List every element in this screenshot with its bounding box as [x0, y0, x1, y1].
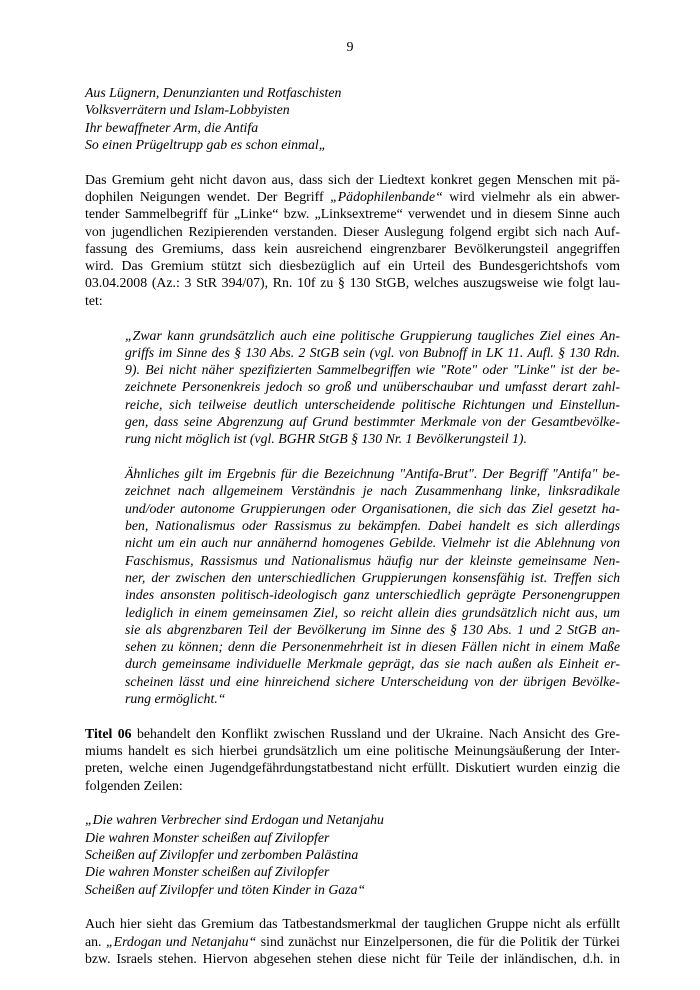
lyrics-verse-2	[85, 811, 620, 897]
text-line	[85, 188, 620, 205]
text-line: wird. Das Gremium stützt sich diesbezüglich auf ein Urteil des Bundesgerichtshofs vom	[85, 258, 620, 274]
quote-line: lediglich in einem gemeinsamen Ziel, so reicht allein dies grundsätzlich nicht aus, um	[125, 604, 620, 620]
text-line: Auch hier sieht das Gremium das Tatbestandsmerkmal der tauglichen Gruppe nicht als erfüllt	[85, 916, 620, 932]
lyric-line: Die wahren Monster scheißen auf Zivilopfer	[85, 864, 330, 880]
quote-line: sie als abgrenzbaren Teil der Bevölkerung im Sinne des § 130 Abs. 1 und 2 StGB an-	[125, 621, 620, 637]
paragraph-title-06	[85, 725, 620, 794]
quote-line: rung nicht möglich ist (vgl. BGHR StGB § 130 Nr. 1 Bevölkerungsteil 1).	[125, 431, 527, 447]
text-run: dophilen Neigungen wendet. Der Begriff	[85, 188, 331, 204]
paragraph-assessment	[85, 171, 620, 309]
text-run: sind zunächst nur Einzelpersonen, die für die Politik der Türkei	[256, 933, 621, 949]
text-line: Das Gremium geht nicht davon aus, dass sich der Liedtext konkret gegen Menschen mit pä-	[85, 171, 620, 187]
court-quote-part-1	[125, 327, 620, 448]
text-line: tender Sammelbegriff für „Linke“ bzw. „Linksextreme“ verwendet und in diesem Sinne auch	[85, 206, 620, 222]
text-line	[85, 933, 620, 950]
page-number: 9	[346, 40, 354, 55]
lyric-line: So einen Prügeltrupp gab es schon einmal„	[85, 136, 327, 152]
text-line	[85, 725, 620, 742]
text-line: tet:	[85, 292, 103, 308]
quote-line: rung ermöglicht.“	[125, 691, 226, 706]
quote-line: „Zwar kann grundsätzlich auch eine politische Gruppierung taugliches Ziel eines An-	[125, 327, 620, 343]
lyrics-verse-1	[85, 84, 620, 153]
quote-line: gen, dass seine Abgrenzung auf Grund bestimmter Merkmale von der Gesamtbevölke-	[125, 414, 620, 430]
lyric-line: Scheißen auf Zivilopfer und zerbomben Palästina	[85, 847, 359, 863]
lyric-line: Volksverrätern und Islam-Lobbyisten	[85, 102, 290, 118]
paragraph-group-assessment	[85, 915, 620, 967]
text-line: fassung des Gremiums, dass kein ausreichend eingrenzbarer Bevölkerungsteil angegriffen	[85, 240, 620, 256]
quote-line: griffs im Sinne des § 130 Abs. 2 StGB sein (vgl. von Bubnoff in LK 11. Aufl. § 130 Rdn.	[125, 344, 620, 360]
document-body	[85, 84, 620, 967]
quoted-term: „Pädophilenbande“	[330, 188, 443, 204]
text-line: bzw. Israels stehen. Hiervon abgesehen stehen diese nicht für Teile der inländischen, d.h. in	[85, 951, 620, 967]
quote-line: zeichnet nach allgemeinem Verständnis je nach Zusammenhang linke, linksradikale	[125, 483, 620, 499]
quote-line: Faschismus, Rassismus und Nationalismus häufig nur der kleinste gemeinsame Nen-	[125, 552, 620, 568]
quote-line: durch gemeinsame individuelle Merkmale geprägt, das sie nach außen als Einheit er-	[125, 656, 620, 672]
quote-line: ner, der zwischen den unterschiedlichen Gruppierungen konsensfähig ist. Treffen sich	[125, 569, 620, 585]
text-line: folgenden Zeilen:	[85, 777, 183, 793]
quote-line: sehen zu können; denn die Personenmehrheit ist in diesen Fällen nicht in einem Maße	[125, 639, 620, 655]
text-line: miums handelt es sich hierbei grundsätzlich um eine politische Meinungsäußerung der Inter-	[85, 743, 620, 759]
text-run: behandelt den Konflikt zwischen Russland und der Ukraine. Nach Ansicht des Gre-	[131, 725, 620, 741]
quote-line: Ähnliches gilt im Ergebnis für die Bezeichnung "Antifa-Brut". Der Begriff "Antifa" be-	[125, 466, 620, 482]
text-line: 03.04.2008 (Az.: 3 StR 394/07), Rn. 10f zu § 130 StGB, welches auszugsweise wie folgt lau-	[85, 275, 620, 291]
quote-line: reiche, sich teilweise deutlich unterscheidende politische Richtungen und Einstellun-	[125, 396, 620, 412]
lyric-line: Ihr bewaffneter Arm, die Antifa	[85, 119, 259, 135]
quote-line: ben, Nationalismus oder Rassismus zu bekämpfen. Dabei handelt es sich allerdings	[125, 518, 620, 534]
lyric-line: Aus Lügnern, Denunzianten und Rotfaschisten	[85, 85, 342, 100]
quote-line: nicht um ein auch nur annähernd homogenes Gebilde. Vielmehr ist die Ablehnung von	[125, 535, 620, 551]
lyric-line: „Die wahren Verbrecher sind Erdogan und Netanjahu	[85, 812, 384, 828]
quoted-term: „Erdogan und Netanjahu“	[105, 933, 257, 949]
text-line: von jugendlichen Rezipierenden verstanden. Dieser Auslegung folgend ergibt sich nach Auf-	[85, 223, 620, 239]
quote-line: scheinen lässt und eine hinreichend sichere Unterscheidung von der übrigen Bevölke-	[125, 673, 620, 689]
quote-line: 9). Bei nicht näher spezifizierten Sammelbegriffen wie "Rote" oder "Linke" ist der be-	[125, 362, 620, 378]
title-label: Titel 06	[85, 725, 132, 741]
lyric-line: Die wahren Monster scheißen auf Zivilopfer	[85, 829, 330, 845]
text-run: wird vielmehr als ein abwer-	[442, 188, 620, 204]
text-run: an.	[85, 933, 106, 949]
quote-line: indes ansonsten politisch-ideologisch ganz unterschiedlich geprägte Personengruppen	[125, 587, 620, 603]
lyric-line: Scheißen auf Zivilopfer und töten Kinder in Gaza“	[85, 881, 366, 897]
quote-line: zeichnete Personenkreis jedoch so groß und unüberschaubar und umfasst derart zahl-	[125, 379, 620, 395]
court-quote-part-2	[125, 465, 620, 707]
quote-line: und/oder autonome Gruppierungen oder Organisationen, die sich das Ziel gesetzt ha-	[125, 500, 620, 516]
text-line: preten, welche einen Jugendgefährdungstatbestand nicht erfüllt. Diskutiert wurden einzig die	[85, 760, 620, 776]
